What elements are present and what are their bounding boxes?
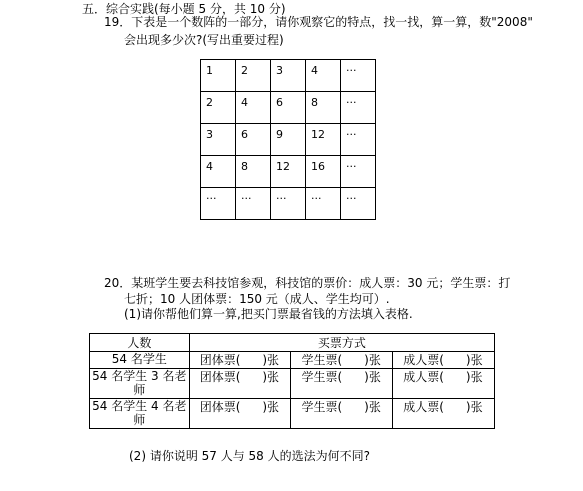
question-20-part1: (1)请你帮他们算一算,把买门票最省钱的方法填入表格.	[124, 307, 413, 321]
grid-cell: 8	[306, 92, 341, 124]
question-20-part2: (2) 请你说明 57 人与 58 人的选法为何不同?	[129, 449, 370, 463]
grid-cell: 3	[271, 60, 306, 92]
table-row	[90, 399, 495, 429]
grid-cell: 3	[201, 124, 236, 156]
grid-row	[201, 188, 376, 220]
grid-cell: 4	[306, 60, 341, 92]
adult-ticket-cell: 成人票( )张	[393, 369, 495, 399]
grid-cell: ···	[341, 124, 376, 156]
grid-cell: 4	[236, 92, 271, 124]
grid-cell: ···	[341, 188, 376, 220]
table-row	[90, 352, 495, 369]
grid-cell: 12	[271, 156, 306, 188]
number-grid	[200, 59, 376, 220]
grid-row	[201, 92, 376, 124]
grid-row	[201, 156, 376, 188]
question-19-text: 19．下表是一个数阵的一部分，请你观察它的特点，找一找，算一算，数"2008"	[104, 15, 533, 29]
group-ticket-cell: 团体票( )张	[189, 352, 291, 369]
grid-cell: 6	[271, 92, 306, 124]
header-method: 买票方式	[189, 334, 494, 352]
group-ticket-cell: 团体票( )张	[189, 399, 291, 429]
student-ticket-cell: 学生票( )张	[291, 352, 393, 369]
grid-row	[201, 60, 376, 92]
grid-cell: ···	[306, 188, 341, 220]
grid-cell: ···	[341, 156, 376, 188]
student-ticket-cell: 学生票( )张	[291, 369, 393, 399]
people-cell: 54 名学生 4 名老师	[90, 399, 190, 429]
grid-cell: 1	[201, 60, 236, 92]
grid-cell: 9	[271, 124, 306, 156]
grid-cell: 2	[236, 60, 271, 92]
student-ticket-cell: 学生票( )张	[291, 399, 393, 429]
table-row	[90, 369, 495, 399]
grid-cell: ···	[341, 60, 376, 92]
adult-ticket-cell: 成人票( )张	[393, 399, 495, 429]
grid-cell: ···	[236, 188, 271, 220]
grid-cell: ···	[201, 188, 236, 220]
people-cell: 54 名学生	[90, 352, 190, 369]
grid-cell: 8	[236, 156, 271, 188]
group-ticket-cell: 团体票( )张	[189, 369, 291, 399]
grid-cell: 2	[201, 92, 236, 124]
grid-cell: 12	[306, 124, 341, 156]
adult-ticket-cell: 成人票( )张	[393, 352, 495, 369]
question-19-text-cont: 会出现多少次?(写出重要过程)	[124, 33, 284, 47]
grid-row	[201, 124, 376, 156]
grid-cell: ···	[341, 92, 376, 124]
question-20-text-cont: 七折；10 人团体票：150 元（成人、学生均可）.	[124, 292, 390, 306]
section-title: 五．综合实践(每小题 5 分，共 10 分)	[82, 2, 286, 16]
grid-cell: ···	[271, 188, 306, 220]
people-cell: 54 名学生 3 名老师	[90, 369, 190, 399]
grid-cell: 6	[236, 124, 271, 156]
header-people: 人数	[90, 334, 190, 352]
table-header-row	[90, 334, 495, 352]
ticket-table	[89, 333, 495, 429]
grid-cell: 4	[201, 156, 236, 188]
question-20-text: 20．某班学生要去科技馆参观，科技馆的票价：成人票：30 元；学生票：打	[104, 276, 511, 290]
grid-cell: 16	[306, 156, 341, 188]
